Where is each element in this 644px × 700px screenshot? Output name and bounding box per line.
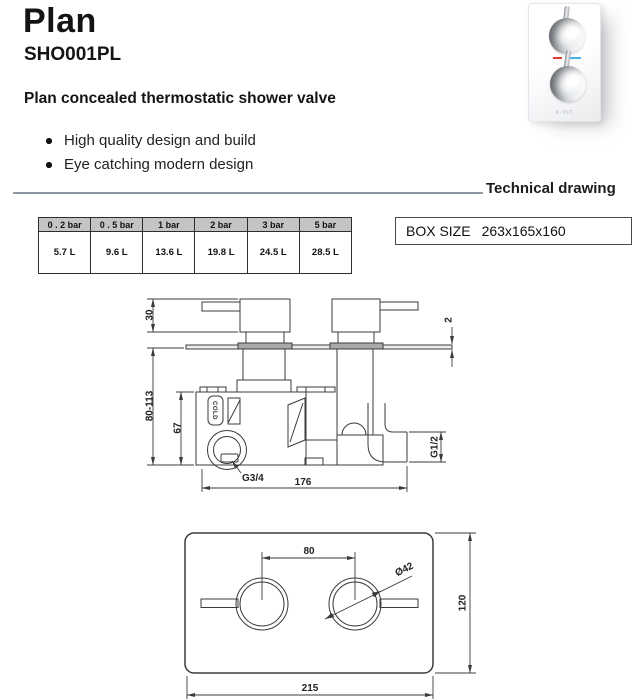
feature-item: Eye catching modern design	[44, 153, 256, 177]
bottom-knob	[550, 66, 586, 102]
front-view-technical-drawing	[160, 515, 490, 700]
flow-table-header-row	[39, 218, 352, 232]
feature-item: High quality design and build	[44, 129, 256, 153]
side-view-valve-outline	[186, 299, 452, 470]
pressure-header: 2 bar	[195, 218, 247, 232]
dim-installation-depth: 80-113	[144, 390, 156, 422]
flow-value: 19.8 L	[195, 232, 247, 274]
side-view-dimension-lines	[144, 299, 452, 492]
pressure-header: 5 bar	[299, 218, 351, 232]
flow-value: 9.6 L	[91, 232, 143, 274]
dim-handle-centres: 80	[303, 546, 315, 557]
feature-list	[44, 129, 256, 177]
product-description: Plan concealed thermostatic shower valve	[24, 90, 336, 107]
dim-plate-width: 215	[301, 683, 319, 694]
product-code: SHO001PL	[24, 44, 122, 65]
box-size-field	[395, 217, 632, 245]
flow-value: 5.7 L	[39, 232, 91, 274]
product-photo	[495, 0, 637, 130]
pressure-header: 0 . 5 bar	[91, 218, 143, 232]
flow-value: 13.6 L	[143, 232, 195, 274]
dim-plate-height: 120	[457, 594, 469, 612]
dim-handle-height: 30	[144, 309, 156, 321]
dim-handle-diameter: Ø42	[393, 560, 416, 580]
pressure-header: 0 . 2 bar	[39, 218, 91, 232]
hot-indicator	[553, 57, 562, 59]
brand-mark: K-VIT	[555, 110, 574, 116]
flow-value: 28.5 L	[299, 232, 351, 274]
section-divider	[13, 192, 483, 194]
technical-drawing-heading: Technical drawing	[486, 180, 616, 197]
valve-plate-image	[528, 3, 601, 122]
dim-inlet-thread: G3/4	[242, 473, 264, 484]
dim-body-height: 67	[172, 422, 184, 434]
flow-rate-table	[38, 217, 352, 274]
top-knob	[549, 18, 585, 54]
pressure-header: 1 bar	[143, 218, 195, 232]
box-size-value: 263x165x160	[481, 223, 566, 239]
cold-marking: COLD	[211, 401, 217, 420]
side-view-technical-drawing	[130, 283, 470, 500]
dim-outlet-thread: G1/2	[429, 436, 441, 458]
dim-plate-thickness: 2	[443, 317, 455, 323]
box-size-label: BOX SIZE	[406, 223, 471, 239]
dim-body-width: 176	[294, 477, 312, 488]
pressure-header: 3 bar	[247, 218, 299, 232]
page-title: Plan	[23, 2, 97, 40]
flow-value: 24.5 L	[247, 232, 299, 274]
flow-table-value-row	[39, 232, 352, 274]
